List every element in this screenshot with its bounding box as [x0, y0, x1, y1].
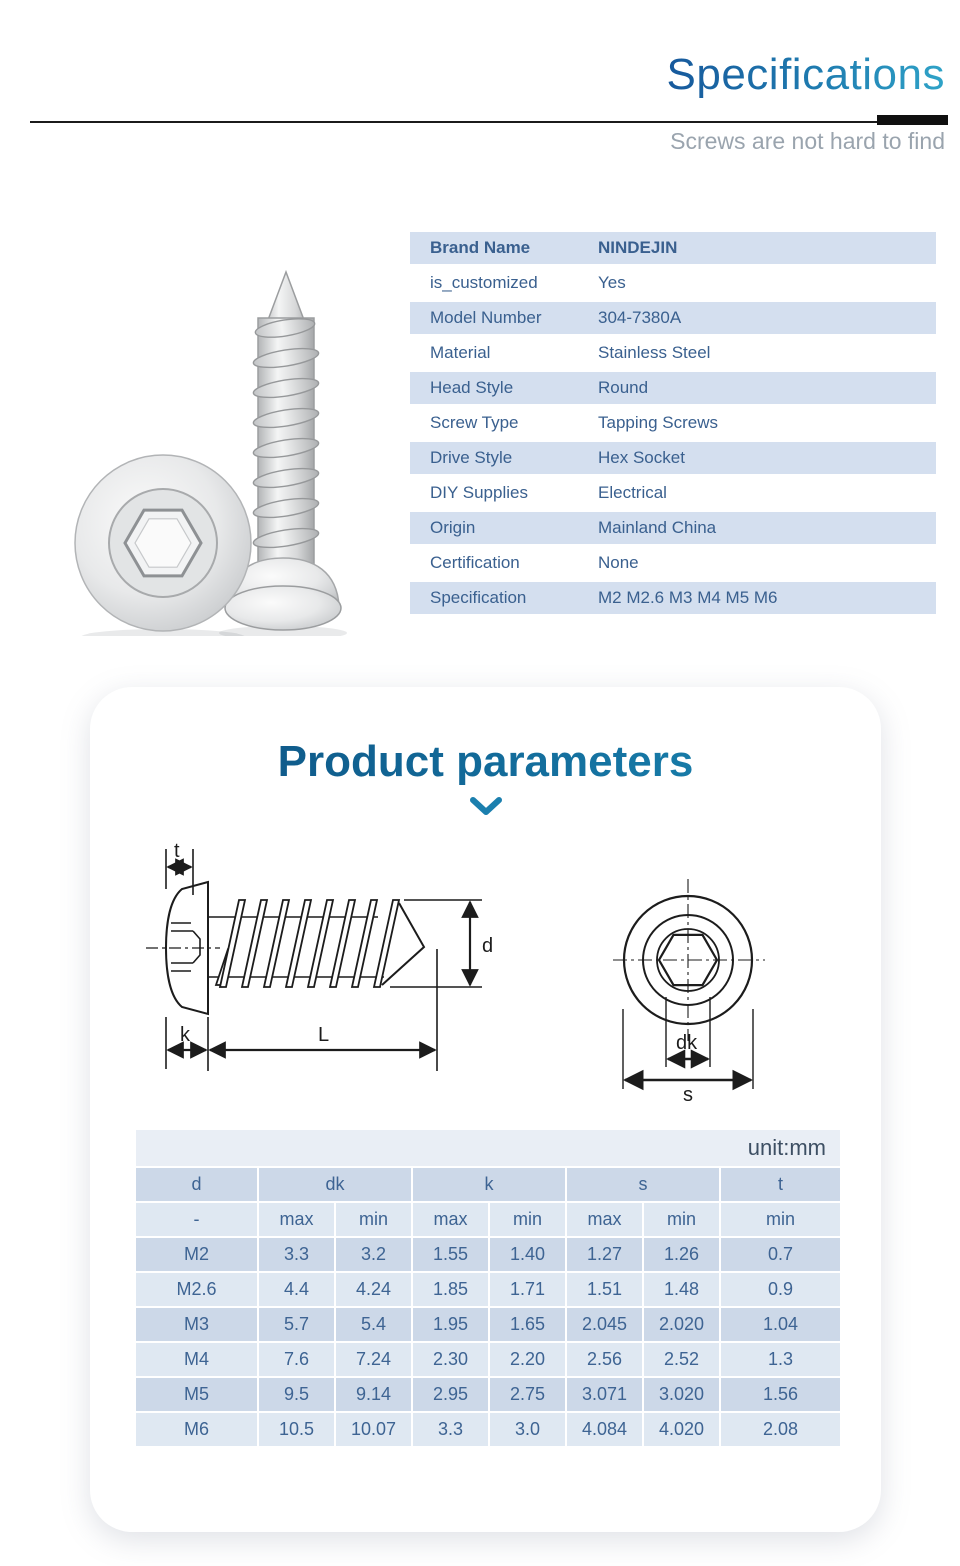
spec-row: [410, 267, 936, 299]
spec-value: 304-7380A: [598, 308, 682, 327]
spec-value: Mainland China: [598, 518, 717, 537]
param-cell: 4.020: [644, 1413, 719, 1446]
spec-label: Drive Style: [430, 448, 513, 467]
chevron-down-icon: [469, 797, 503, 817]
spec-row: [410, 372, 936, 404]
param-cell: M2.6: [136, 1273, 257, 1306]
table-row: [136, 1238, 840, 1271]
param-cell: 10.07: [336, 1413, 411, 1446]
param-cell: 3.3: [259, 1238, 334, 1271]
param-cell: 3.071: [567, 1378, 642, 1411]
col-header-d: d: [136, 1168, 257, 1201]
param-cell: 1.95: [413, 1308, 488, 1341]
table-row: [136, 1273, 840, 1306]
param-cell: 9.5: [259, 1378, 334, 1411]
divider-line: [30, 121, 948, 123]
param-cell: 2.52: [644, 1343, 719, 1376]
spec-value: Hex Socket: [598, 448, 685, 467]
param-cell: 3.0: [490, 1413, 565, 1446]
param-cell: 1.55: [413, 1238, 488, 1271]
table-row: [136, 1343, 840, 1376]
spec-row: [410, 512, 936, 544]
param-cell: 7.24: [336, 1343, 411, 1376]
spec-row: [410, 232, 936, 264]
param-cell: M2: [136, 1238, 257, 1271]
param-cell: 1.27: [567, 1238, 642, 1271]
sub-header: min: [490, 1203, 565, 1236]
param-cell: 2.30: [413, 1343, 488, 1376]
param-cell: 1.71: [490, 1273, 565, 1306]
param-cell: M3: [136, 1308, 257, 1341]
param-cell: 1.40: [490, 1238, 565, 1271]
param-cell: 1.65: [490, 1308, 565, 1341]
sub-header: max: [413, 1203, 488, 1236]
spec-table: [410, 232, 936, 617]
param-cell: 3.020: [644, 1378, 719, 1411]
spec-value: Stainless Steel: [598, 343, 711, 362]
param-cell: 2.95: [413, 1378, 488, 1411]
unit-row: [136, 1130, 840, 1166]
unit-label: unit:mm: [136, 1130, 840, 1166]
sub-header-row: [136, 1203, 840, 1236]
sub-header: min: [644, 1203, 719, 1236]
specifications-title: Specifications: [666, 50, 945, 99]
dim-label-d: d: [482, 935, 494, 957]
sub-header: max: [259, 1203, 334, 1236]
col-header-dk: dk: [259, 1168, 411, 1201]
param-cell: 5.4: [336, 1308, 411, 1341]
col-header-t: t: [721, 1168, 840, 1201]
sub-header: min: [721, 1203, 840, 1236]
param-cell: 2.20: [490, 1343, 565, 1376]
spec-label: Specification: [430, 588, 527, 607]
spec-label: Brand Name: [430, 238, 531, 257]
param-cell: 0.7: [721, 1238, 840, 1271]
dim-label-t: t: [174, 840, 180, 862]
param-cell: 0.9: [721, 1273, 840, 1306]
spec-value: None: [598, 553, 639, 572]
spec-row: [410, 302, 936, 334]
spec-value: Electrical: [598, 483, 667, 502]
param-cell: 10.5: [259, 1413, 334, 1446]
param-cell: 4.084: [567, 1413, 642, 1446]
param-cell: M5: [136, 1378, 257, 1411]
spec-row: [410, 582, 936, 614]
spec-label: Certification: [430, 553, 520, 572]
spec-value: Round: [598, 378, 649, 397]
divider-accent-bar: [877, 115, 948, 125]
spec-label: is_customized: [430, 273, 538, 292]
param-cell: 4.4: [259, 1273, 334, 1306]
tagline: Screws are not hard to find: [670, 128, 945, 154]
spec-value: Tapping Screws: [598, 413, 719, 432]
param-cell: 1.26: [644, 1238, 719, 1271]
param-cell: 3.3: [413, 1413, 488, 1446]
spec-row: [410, 407, 936, 439]
param-cell: 4.24: [336, 1273, 411, 1306]
sub-header: min: [336, 1203, 411, 1236]
dim-label-dk: dk: [676, 1032, 698, 1054]
parameters-table: [134, 1128, 842, 1448]
col-header-s: s: [567, 1168, 719, 1201]
param-cell: 2.75: [490, 1378, 565, 1411]
param-cell: 2.56: [567, 1343, 642, 1376]
col-header-k: k: [413, 1168, 565, 1201]
param-cell: 2.020: [644, 1308, 719, 1341]
product-parameters-title: Product parameters: [90, 737, 881, 787]
dim-label-L: L: [318, 1024, 330, 1046]
param-cell: 1.04: [721, 1308, 840, 1341]
param-cell: 3.2: [336, 1238, 411, 1271]
spec-label: Origin: [430, 518, 476, 537]
spec-value: NINDEJIN: [598, 238, 678, 257]
spec-row: [410, 337, 936, 369]
group-header-row: [136, 1168, 840, 1201]
param-cell: 1.3: [721, 1343, 840, 1376]
product-parameters-card: [90, 687, 881, 1532]
side-view-diagram: [132, 837, 532, 1102]
spec-label: Head Style: [430, 378, 514, 397]
spec-label: Material: [430, 343, 491, 362]
sub-header: -: [136, 1203, 257, 1236]
param-cell: 2.045: [567, 1308, 642, 1341]
param-cell: M4: [136, 1343, 257, 1376]
table-row: [136, 1378, 840, 1411]
param-cell: 7.6: [259, 1343, 334, 1376]
spec-value: M2 M2.6 M3 M4 M5 M6: [598, 588, 778, 607]
param-cell: 1.85: [413, 1273, 488, 1306]
param-cell: 1.48: [644, 1273, 719, 1306]
spec-row: [410, 547, 936, 579]
param-cell: M6: [136, 1413, 257, 1446]
product-photo: [58, 256, 408, 636]
top-view-diagram: [605, 849, 785, 1104]
sub-header: max: [567, 1203, 642, 1236]
dim-label-s: s: [683, 1084, 693, 1104]
param-cell: 1.56: [721, 1378, 840, 1411]
param-cell: 9.14: [336, 1378, 411, 1411]
spec-row: [410, 477, 936, 509]
spec-label: DIY Supplies: [430, 483, 528, 502]
table-row: [136, 1308, 840, 1341]
spec-label: Screw Type: [430, 413, 519, 432]
spec-row: [410, 442, 936, 474]
spec-label: Model Number: [430, 308, 542, 327]
param-cell: 2.08: [721, 1413, 840, 1446]
dim-label-k: k: [180, 1024, 190, 1046]
spec-value: Yes: [598, 273, 626, 292]
param-cell: 5.7: [259, 1308, 334, 1341]
table-row: [136, 1413, 840, 1446]
screw-front-head: [75, 455, 251, 631]
param-cell: 1.51: [567, 1273, 642, 1306]
